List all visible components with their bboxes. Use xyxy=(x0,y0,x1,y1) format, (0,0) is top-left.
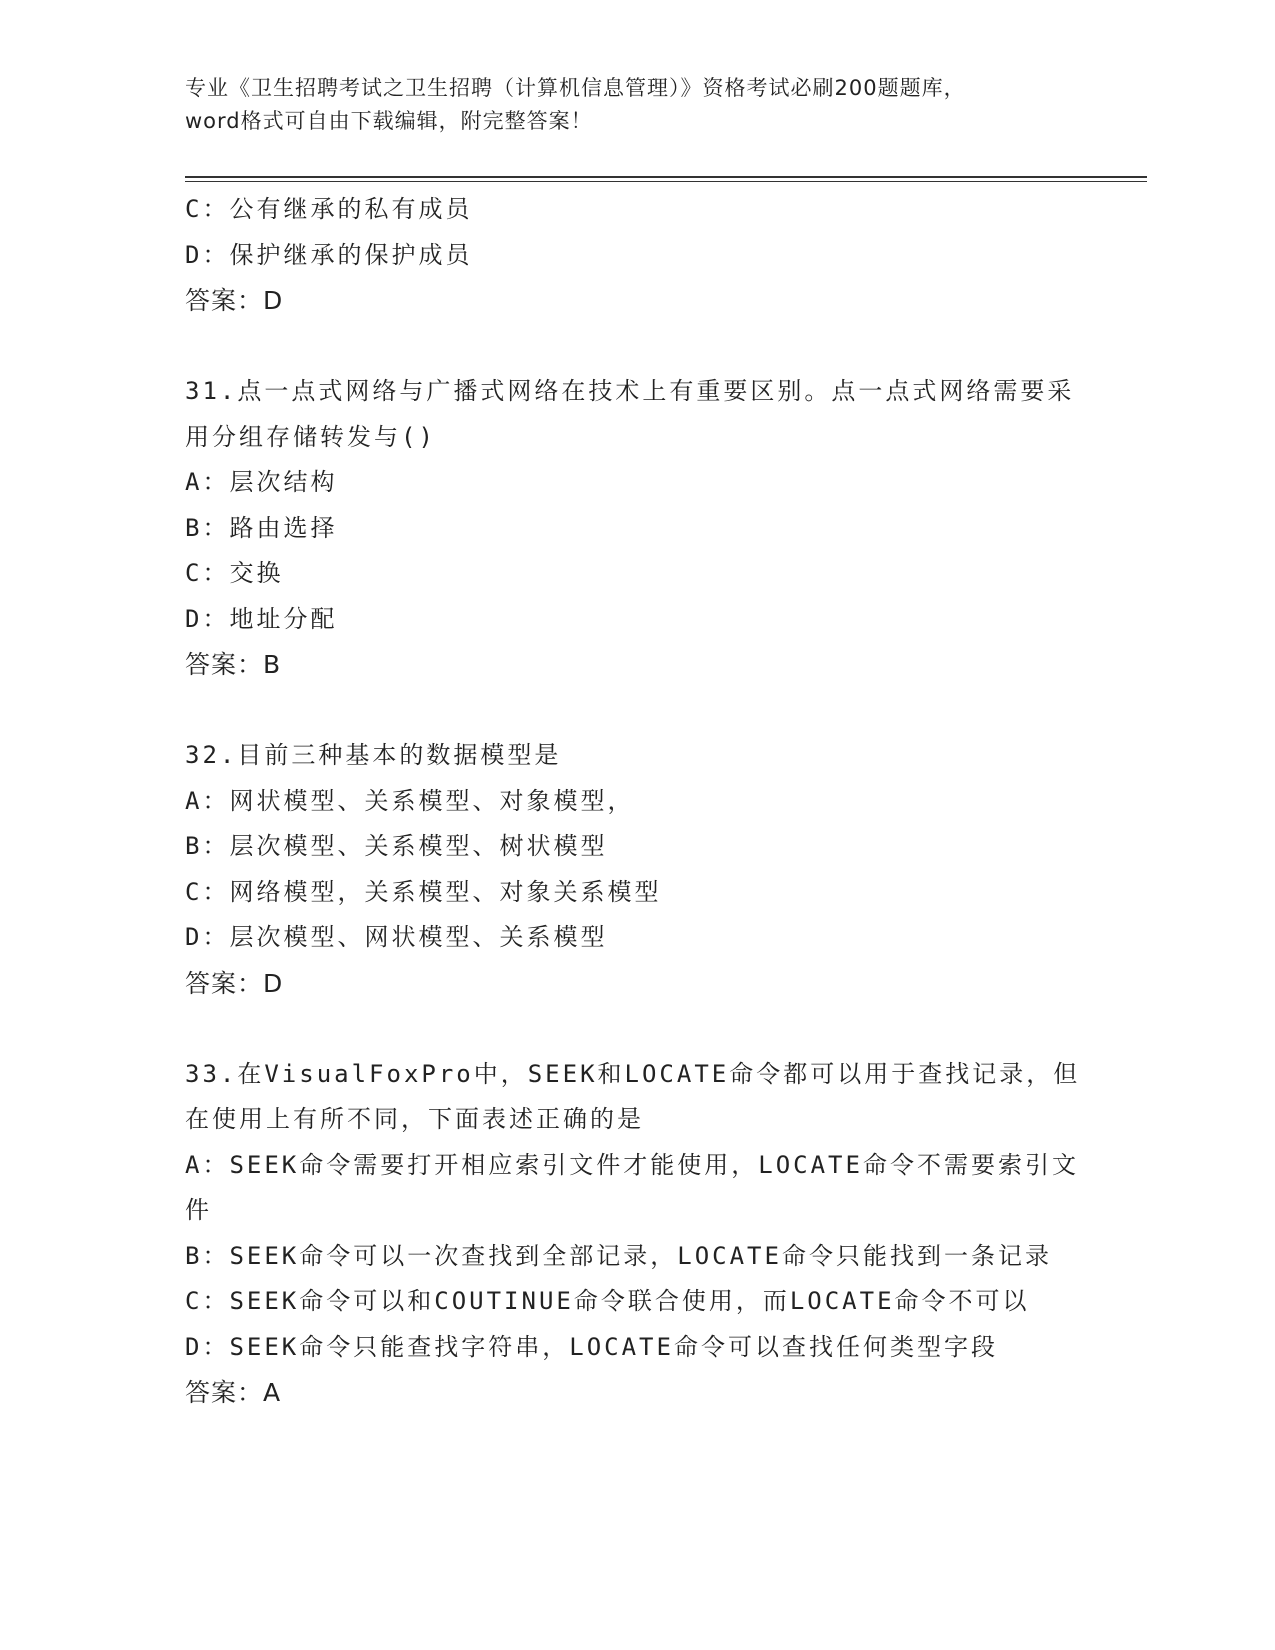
question-stem: 31.点一点式网络与广播式网络在技术上有重要区别。点一点式网络需要采用分组存储转发与() xyxy=(185,377,1075,451)
option-d: D：SEEK命令只能查找字符串，LOCATE命令可以查找任何类型字段 xyxy=(185,1332,998,1361)
option-c: C：SEEK命令可以和COUTINUE命令联合使用，而LOCATE命令不可以 xyxy=(185,1287,1030,1315)
spacer xyxy=(185,688,1085,734)
option-a: A：网状模型、关系模型、对象模型， xyxy=(185,786,635,815)
option-b: B：SEEK命令可以一次查找到全部记录，LOCATE命令只能找到一条记录 xyxy=(185,1241,1052,1270)
question-stem: 32.目前三种基本的数据模型是 xyxy=(185,741,562,769)
question-33 xyxy=(185,1052,1085,1416)
answer-label: 答案：B xyxy=(185,650,282,679)
spacer xyxy=(185,324,1085,370)
option-c: C：交换 xyxy=(185,559,284,587)
option-c: C：网络模型，关系模型、对象关系模型 xyxy=(185,877,662,906)
option-d: D：保护继承的保护成员 xyxy=(185,240,473,269)
option-d: D：地址分配 xyxy=(185,604,338,633)
question-list xyxy=(185,187,1085,1416)
option-a: A：SEEK命令需要打开相应索引文件才能使用，LOCATE命令不需要索引文件 xyxy=(185,1150,1079,1224)
answer-label: 答案：D xyxy=(185,968,284,998)
header-divider-thick xyxy=(185,176,1147,178)
question-31 xyxy=(185,369,1085,688)
option-d: D：层次模型、网状模型、关系模型 xyxy=(185,923,608,951)
spacer xyxy=(185,1006,1085,1052)
answer-label: 答案：A xyxy=(185,1378,282,1407)
option-b: B：层次模型、关系模型、树状模型 xyxy=(185,832,608,860)
header-line-2: word格式可自由下载编辑，附完整答案！ xyxy=(185,109,593,133)
question-30-continuation xyxy=(185,187,1085,324)
header-divider-thin xyxy=(185,181,1147,182)
question-stem: 33.在VisualFoxPro中，SEEK和LOCATE命令都可以用于查找记录，但在使用上有所不同，下面表述正确的是 xyxy=(185,1059,1081,1133)
option-c: C：公有继承的私有成员 xyxy=(185,195,473,223)
answer-label: 答案：D xyxy=(185,286,284,315)
header-line-1: 专业《卫生招聘考试之卫生招聘（计算机信息管理）》资格考试必刷200题题库， xyxy=(185,76,966,100)
question-32 xyxy=(185,733,1085,1006)
option-b: B：路由选择 xyxy=(185,513,338,542)
option-a: A：层次结构 xyxy=(185,468,338,496)
document-header xyxy=(185,72,1085,138)
